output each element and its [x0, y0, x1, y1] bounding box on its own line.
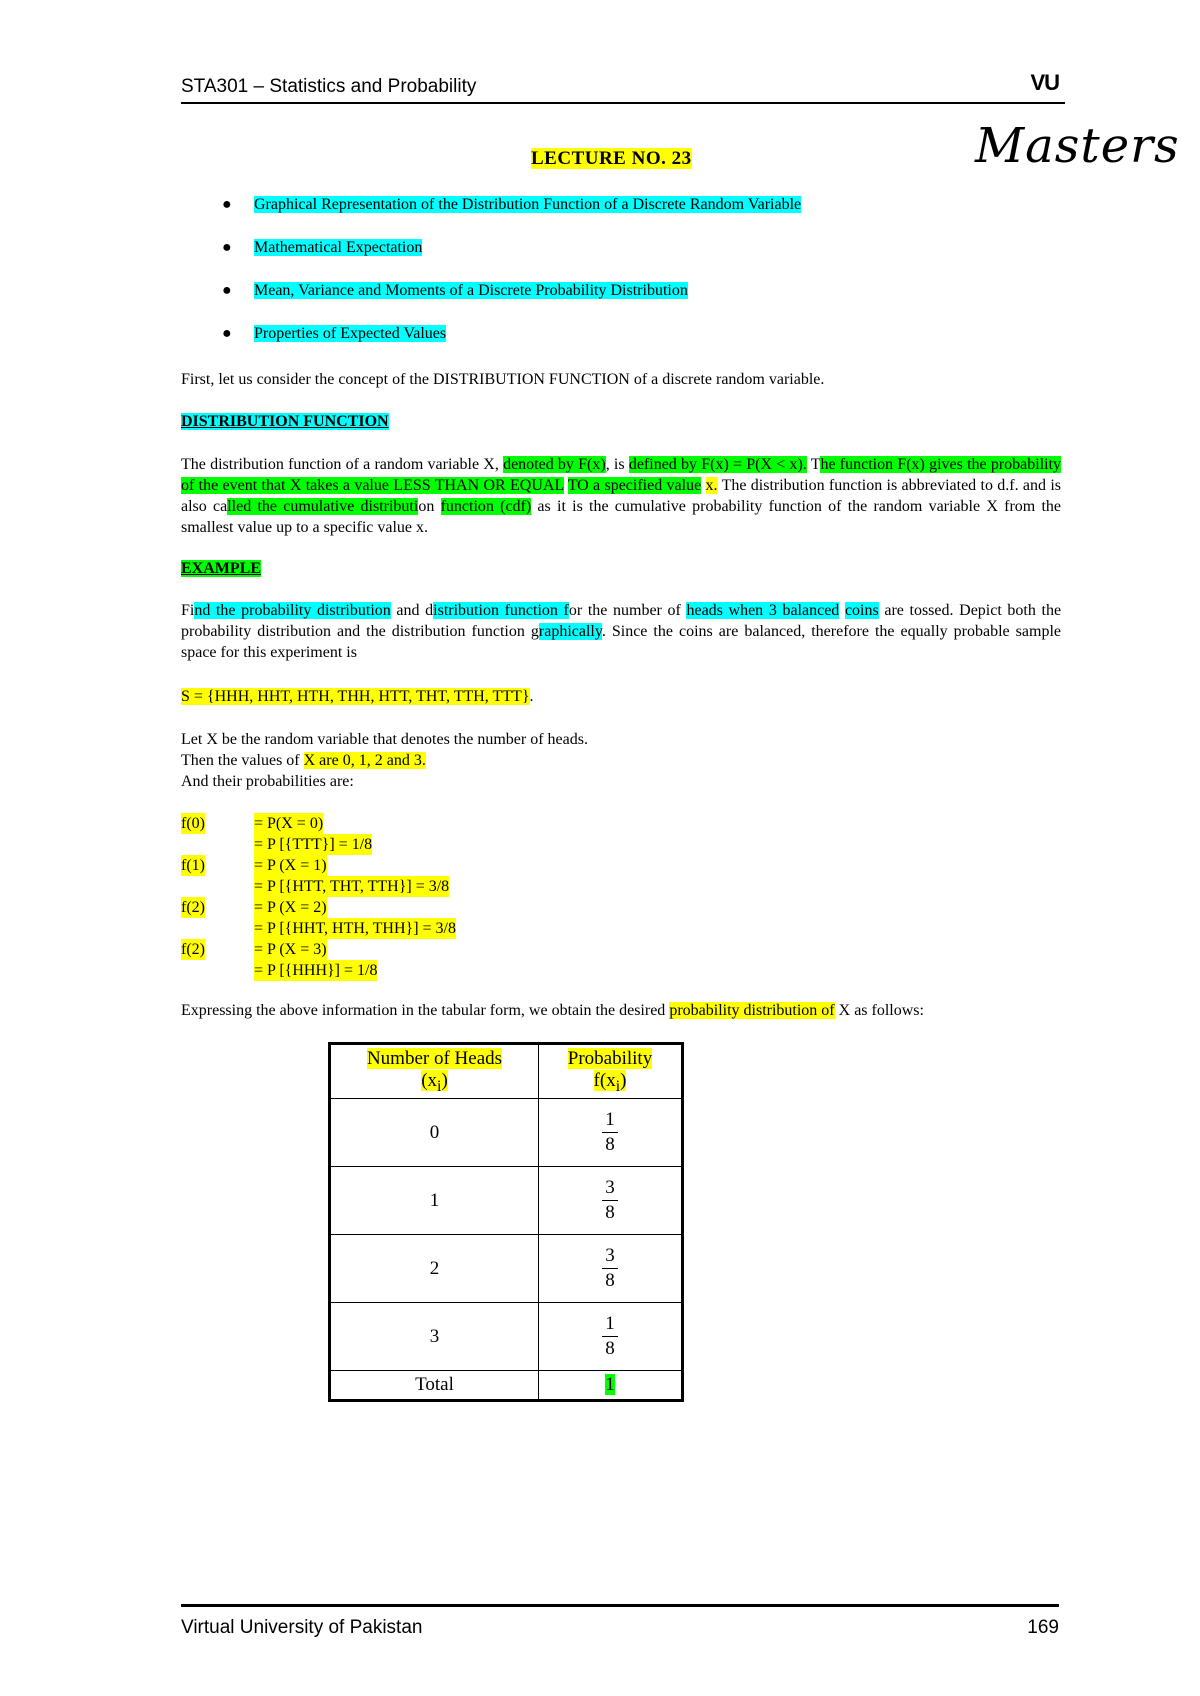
df-paragraph: The distribution function of a random variable X, denoted by F(x), is defined by F(x) = P(X < x). The function F(x) gives the probability of the event that X takes a value LESS THAN OR EQUAL TO a specified value x. The distribution function is abbreviated to d.f. and is also called the cumulative distribution function (cdf) as it is the cumulative probability function of the random variable X from the smallest value up to a specific value x.: [181, 456, 1062, 536]
lecture-title: LECTURE NO. 23: [531, 148, 692, 169]
table-row: [330, 1099, 683, 1167]
column-header-heads: Number of Heads $(x_i)$: [330, 1044, 539, 1099]
total-label: Total: [330, 1371, 539, 1401]
probability-cell: [539, 1167, 683, 1235]
fraction: $\frac{3}{8}$: [602, 1244, 618, 1293]
random-variable-text: Let X be the random variable that denotes the number of heads. Then the values of X are 0, 1, 2 and 3. And their probabilities are:: [181, 731, 588, 790]
table-row: [330, 1167, 683, 1235]
bullet-icon: ●: [222, 282, 232, 299]
bullet-icon: ●: [222, 325, 232, 342]
column-header-probability: Probability $f(x_i)$: [539, 1044, 683, 1099]
page-footer: [181, 1604, 1059, 1638]
heads-cell: 1: [330, 1167, 539, 1235]
expressing-paragraph: Expressing the above information in the tabular form, we obtain the desired probability distribution of X as follows:: [181, 1002, 924, 1019]
df-heading: DISTRIBUTION FUNCTION: [181, 413, 389, 430]
heads-cell: 0: [330, 1099, 539, 1167]
masters-watermark: Masters: [975, 118, 1180, 174]
bullet-icon: ●: [222, 196, 232, 213]
list-item: ● Graphical Representation of the Distribution Function of a Discrete Random Variable: [222, 196, 802, 213]
table-total-row: [330, 1371, 683, 1401]
probability-table: [328, 1042, 684, 1402]
probability-cell: [539, 1099, 683, 1167]
vu-logo: VU: [1030, 70, 1059, 95]
table-row: [330, 1235, 683, 1303]
topic-list: [222, 196, 801, 368]
example-heading: EXAMPLE: [181, 560, 261, 577]
heads-cell: 3: [330, 1303, 539, 1371]
fraction: $\frac{1}{8}$: [602, 1312, 618, 1361]
fraction: $\frac{3}{8}$: [602, 1176, 618, 1225]
list-item: ● Mathematical Expectation: [222, 239, 423, 256]
fraction: $\frac{1}{8}$: [602, 1108, 618, 1157]
sample-space: S = {HHH, HHT, HTH, THH, HTT, THT, TTH, TTT}.: [181, 688, 534, 705]
total-value: 1: [539, 1371, 683, 1401]
probability-cell: [539, 1303, 683, 1371]
table-row: [330, 1303, 683, 1371]
list-item: ● Mean, Variance and Moments of a Discrete Probability Distribution: [222, 282, 688, 299]
probability-cell: [539, 1235, 683, 1303]
list-item: ● Properties of Expected Values: [222, 325, 447, 342]
intro-paragraph: First, let us consider the concept of the DISTRIBUTION FUNCTION of a discrete random variable.: [181, 371, 825, 388]
example-paragraph: Find the probability distribution and distribution function for the number of heads when 3 balanced coins are tossed. Depict both the probability distribution and the distribution function graphically. Since the coins are balanced, therefore the equally probable sample space for this experiment is: [181, 602, 1062, 661]
heads-cell: 2: [330, 1235, 539, 1303]
page-header: [181, 72, 1065, 104]
university-name: Virtual University of Pakistan: [181, 1617, 423, 1638]
page-number: 169: [1027, 1617, 1059, 1638]
course-title: STA301 – Statistics and Probability: [181, 76, 477, 97]
bullet-icon: ●: [222, 239, 232, 256]
table-header-row: [330, 1044, 683, 1099]
